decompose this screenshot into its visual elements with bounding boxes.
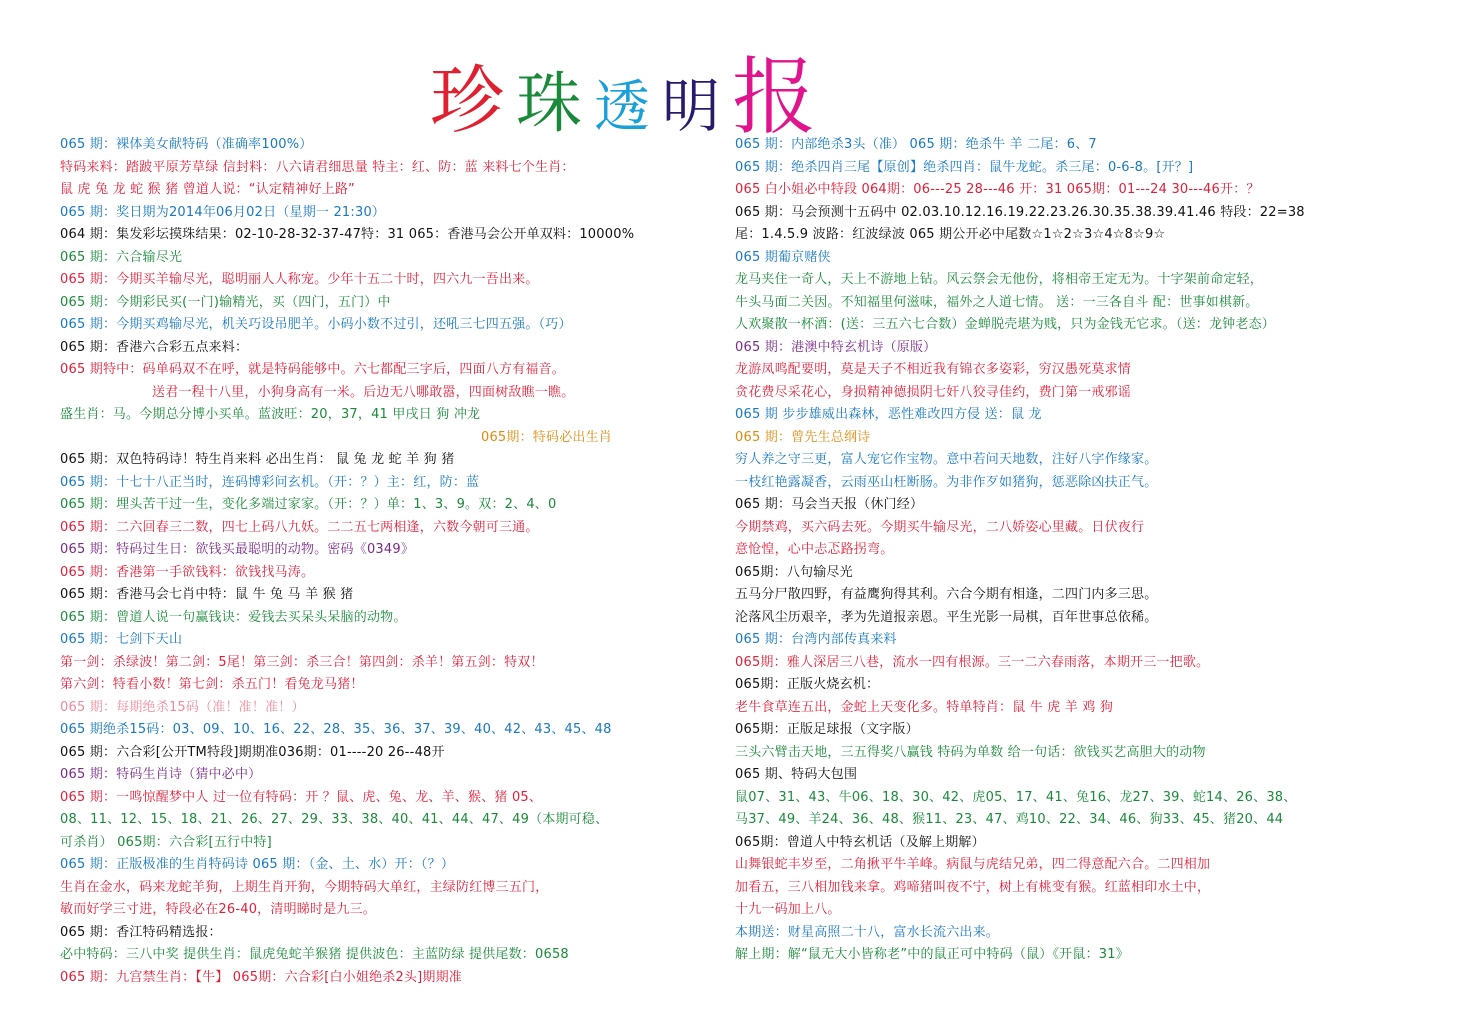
right-text-line: 龙游凤鸣配要明，莫是天子不相近我有锦衣多姿彩，穷汉愚死莫求情 — [735, 362, 1132, 377]
right-text-line: 065 期葡京赌侠 — [735, 249, 831, 265]
right-text-line: 065期：正版足球报（文字版） — [735, 722, 919, 737]
title-char-1: 珍 — [430, 58, 504, 144]
left-text-line: 065 期：香港马会七肖中特：鼠 牛 兔 马 羊 猴 猪 — [60, 587, 354, 602]
right-text-line: 沦落风尘历艰辛，孝为先道报亲恩。平生光影一局棋，百年世事总依稀。 — [735, 609, 1158, 625]
left-text-line: 可杀肖） 065期：六合彩[五行中特] — [60, 834, 272, 850]
right-text-line: 鼠07、31、43、牛06、18、30、42、虎05、17、41、兔16、龙27、39、蛇14、26、38、 — [735, 789, 1297, 805]
left-text-line: 08、11、12、15、18、21、26、27、29、33、38、40、41、44、47、49（本期可稳、 — [60, 812, 609, 827]
right-text-line: 十九一码加上八。 — [735, 902, 841, 917]
left-text-line: 065 期：九宫禁生肖：【牛】 065期：六合彩[白小姐绝杀2头]期期准 — [60, 969, 463, 985]
right-text-line: 龙马夹住一奇人，天上不游地上钻。风云祭会无他份，将相帝王定无为。十字架前命定轻， — [735, 272, 1264, 287]
right-text-line: 人欢聚散一杯酒：(送：三五六七合数）金蝉脱壳堪为贱，只为金钱无它求。（送：龙钟老态） — [735, 317, 1275, 332]
left-text-line: 065 期：特码过生日：欲钱买最聪明的动物。密码《0349》 — [60, 542, 415, 557]
page-title — [430, 30, 817, 146]
right-text-line: 065 期 步步雄威出森林，恶性难改四方侵 送：鼠 龙 — [735, 407, 1042, 422]
right-text-line: 065期：雅人深居三八巷，流水一四有根源。三一二六春雨落，本期开三一把歌。 — [735, 654, 1210, 670]
left-text-line: 065 期：曾道人说一句赢钱诀：爱钱去买呆头呆脑的动物。 — [60, 609, 407, 625]
left-text-line: 065 期绝杀15码：03、09、10、16、22、28、35、36、37、39、40、42、43、45、48 — [60, 722, 612, 737]
right-text-line: 马37、49、羊24、36、48、猴11、23、47、鸡10、22、34、46、狗33、45、猪20、44 — [735, 812, 1284, 827]
left-text-line: 065 期：六合彩[公开TM特段]期期准036期：01----20 26--48开 — [60, 744, 445, 760]
left-text-line: 特码来料：踏跛平原芳草绿 信封料：八六请君细思量 特主：红、防：蓝 来料七个生肖： — [60, 159, 575, 175]
left-column — [60, 134, 722, 989]
right-text-line: 尾：1.4.5.9 波路：红波绿波 065 期公开必中尾数☆1☆2☆3☆4☆8☆9☆ — [735, 227, 1166, 242]
left-text-line: 065 期：二六回春三二数，四七上码八九妖。二二五七两相逢，六数今朝可三通。 — [60, 519, 539, 535]
right-text-line: 三头六臂击天地，三五得奖八赢钱 特码为单数 给一句话：欲钱买艺高胆大的动物 — [735, 744, 1206, 760]
left-text-line: 064 期：集发彩坛摸珠结果：02-10-28-32-37-47特：31 065：香港马会公开单双料：10000% — [60, 227, 635, 242]
right-text-line: 本期送：财星高照二十八，富水长流六出来。 — [735, 924, 1000, 940]
left-text-line: 065 期：每期绝杀15码（准！准！准！） — [60, 699, 305, 715]
left-text-line: 065 期：七剑下天山 — [60, 632, 183, 647]
right-text-line: 一枝红艳露凝香，云雨巫山枉断肠。为非作歹如猪狗，惩恶除凶扶正气。 — [735, 474, 1158, 490]
title-char-5: 报 — [732, 48, 817, 146]
right-text-line: 解上期：解“鼠无大小皆称老”中的鼠正可中特码（鼠）《开鼠：31》 — [735, 947, 1129, 962]
right-text-line: 牛头马面二关因。不知福里何滋味，福外之人道七情。 送：一三各自斗 配：世事如棋新。 — [735, 294, 1259, 310]
right-text-line: 065期：八句输尽光 — [735, 564, 853, 580]
right-text-line: 065 白小姐必中特段 064期：06---25 28---46 开：31 065期：01---24 30---46开：？ — [735, 182, 1260, 197]
right-text-line: 意怆惶，心中忐忑路拐弯。 — [735, 542, 894, 557]
right-text-line: 加看五，三八相加钱来拿。鸡啼猪叫夜不宁，树上有桃变有猴。红蓝相印水土中， — [735, 879, 1211, 895]
right-text-line: 山舞银蛇丰岁至，二角揪平牛羊峰。病鼠与虎结兄弟，四二得意配六合。二四相加 — [735, 857, 1211, 872]
right-text-line: 065 期：港澳中特玄机诗（原版） — [735, 339, 937, 355]
left-text-line: 065 期：双色特码诗！特生肖来料 必出生肖： 鼠 兔 龙 蛇 羊 狗 猪 — [60, 452, 455, 467]
right-text-line: 065 期：绝杀四肖三尾【原创】绝杀四肖：鼠牛龙蛇。杀三尾：0-6-8。[开？] — [735, 159, 1194, 175]
left-text-line: 第一剑：杀绿波！第二剑：5尾！第三剑：杀三合！第四剑：杀羊！第五剑：特双！ — [60, 654, 544, 670]
left-text-line: 065 期：埋头苦干过一生，变化多端过家家。（开：？）单：1、3、9。双：2、4、0 — [60, 497, 557, 512]
right-text-line: 贪花费尽采花心，身损精神德损阴七奸八狡寻佳约，费门第一戒邪谣 — [735, 384, 1132, 400]
title-char-2: 珠 — [516, 65, 582, 142]
title-char-3: 透 — [594, 75, 650, 140]
left-text-line: 送君一程十八里，小狗身高有一米。后边无八哪敢嚣，四面树敌瞧一瞧。 — [152, 384, 575, 400]
left-text-line: 065 期：香港六合彩五点来料： — [60, 339, 249, 355]
left-text-line: 065 期：奖日期为2014年06月02日（星期一 21:30） — [60, 204, 386, 220]
right-text-line: 今期禁鸡，买六码去死。今期买牛输尽光，二八娇姿心里藏。日伏夜行 — [735, 519, 1145, 535]
left-text-line: 065 期：六合输尽光 — [60, 249, 183, 265]
right-text-line: 065 期：马会预测十五码中 02.03.10.12.16.19.22.23.26.30.35.38.39.41.46 特段：22=38 — [735, 204, 1305, 220]
left-text-line: 鼠 虎 兔 龙 蛇 猴 猪 曾道人说：“认定精神好上路” — [60, 182, 355, 197]
right-text-line: 065 期：台湾内部传真来料 — [735, 632, 897, 647]
right-text-line: 065期：曾道人中特玄机话（及解上期解） — [735, 834, 985, 850]
left-text-line: 必中特码：三八中奖 提供生肖：鼠虎兔蛇羊猴猪 提供波色：主蓝防绿 提供尾数：0658 — [60, 947, 569, 962]
left-text-line: 065 期：今期买羊输尽光，聪明丽人人称宠。少年十五二十时，四六九一吾出来。 — [60, 272, 539, 287]
left-text-line: 065 期：特码生肖诗（猜中必中） — [60, 767, 262, 782]
left-text-line: 065 期特中：码单码双不在呼，就是特码能够中。六七都配三字后，四面八方有福音。 — [60, 362, 565, 377]
right-text-line: 065 期、特码大包围 — [735, 767, 858, 782]
right-text-line: 老牛食草连五出，金蛇上天变化多。特单特肖：鼠 牛 虎 羊 鸡 狗 — [735, 699, 1114, 715]
left-text-line: 敏而好学三寸进，特段必在26-40，清明睇时是九三。 — [60, 902, 376, 917]
left-text-line: 065 期：今期彩民买(一门)输精光，买（四门，五门）中 — [60, 294, 391, 310]
left-text-line: 065 期：一鸣惊醒梦中人 过一位有特码：开 ？鼠、虎、兔、龙、羊、猴、猪 05、 — [60, 789, 543, 805]
left-text-line: 盛生肖：马。今期总分博小买单。蓝波旺：20，37，41 甲戌日 狗 冲龙 — [60, 407, 481, 422]
left-text-line: 065 期：香江特码精选报： — [60, 924, 222, 940]
left-text-line: 065 期：今期买鸡输尽光，机关巧设吊肥羊。小码小数不过引，还吼三七四五强。（巧） — [60, 317, 572, 332]
left-text-line: 生肖在金水，码来龙蛇羊狗，上期生肖开狗，今期特码大单红，主绿防红博三五门， — [60, 879, 549, 895]
right-text-line: 穷人养之守三更，富人宠它作宝物。意中若问天地数，注好八字作缘家。 — [735, 452, 1158, 467]
left-text-line: 第六剑：特看小数！第七剑：杀五门！看兔龙马猪！ — [60, 677, 364, 692]
left-text-line: 065期：特码必出生肖 — [480, 429, 612, 445]
left-text-line: 065 期：香港第一手欲钱料：欲钱找马涛。 — [60, 564, 315, 580]
right-column — [735, 134, 1441, 967]
right-text-line: 065 期：马会当天报（休门经） — [735, 497, 924, 512]
left-text-line: 065 期：裸体美女献特码（准确率100%） — [60, 137, 313, 152]
left-text-line: 065 期：正版极准的生肖特码诗 065 期：（金、土、水）开：（？） — [60, 857, 455, 872]
right-text-line: 065 期：曾先生总纲诗 — [735, 429, 871, 445]
left-text-line: 065 期：十七十八正当时，连码博彩问玄机。（开：？）主：红，防：蓝 — [60, 474, 480, 490]
right-text-line: 065 期：内部绝杀3头（准） 065 期：绝杀牛 羊 二尾：6、7 — [735, 137, 1097, 152]
right-text-line: 065期：正版火烧玄机： — [735, 677, 880, 692]
title-char-4: 明 — [662, 72, 721, 140]
right-text-line: 五马分尸散四野，有益鹰狗得其利。六合今期有相逢，二四门内多三思。 — [735, 587, 1158, 602]
